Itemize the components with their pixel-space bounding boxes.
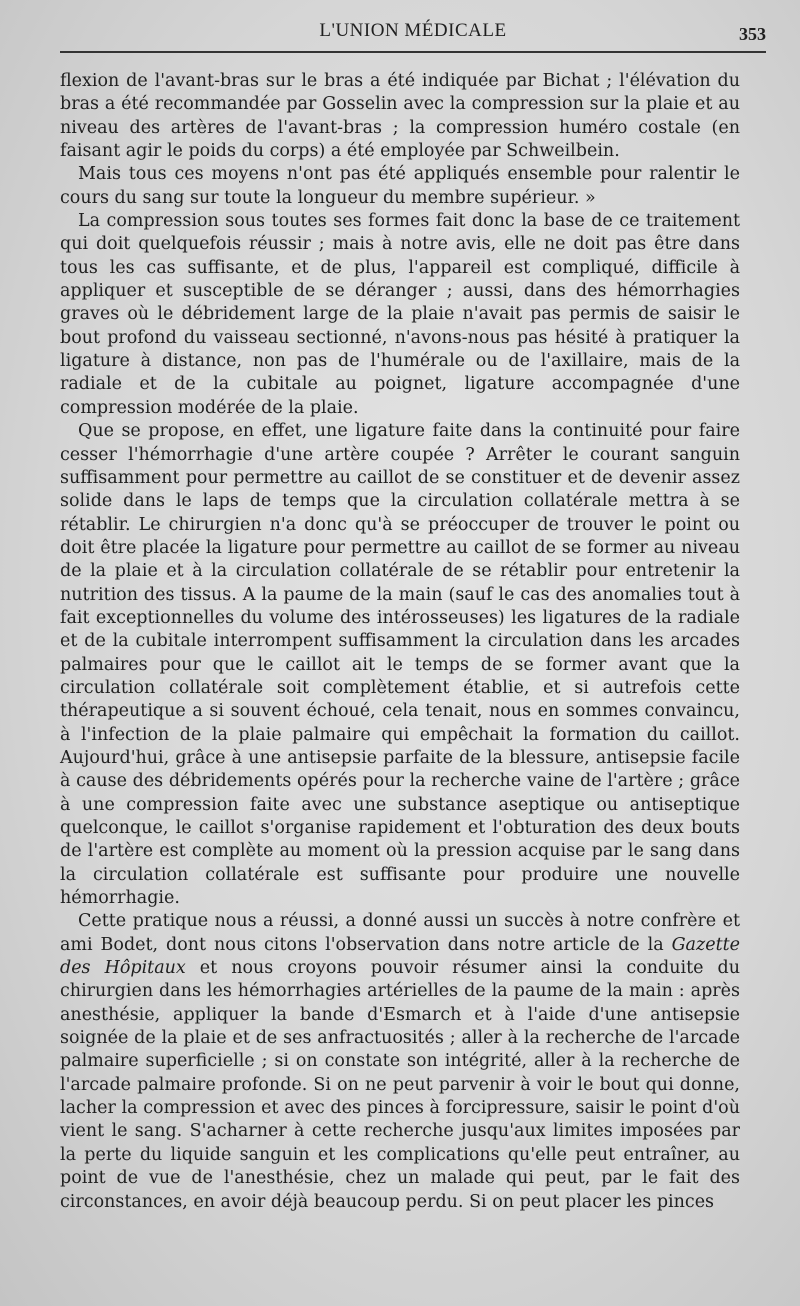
body-text — [60, 70, 740, 1214]
paragraph-4: Que se propose, en effet, une ligature faite dans la continuité pour faire cesser l'hémorrhagie d'une artère coupée ? Arrêter le courant sanguin suffisamment pour permettre au caillot de se constituer et de devenir assez solide dans le laps de temps que la circulation collatérale mettra à se rétablir. Le chirurgien n'a donc qu'à se préoccuper de trouver le point ou doit être placée la ligature pour permettre au caillot de se former au niveau de la plaie et à la circulation collatérale de se rétablir pour entretenir la nutrition des tissus. A la paume de la main (sauf le cas des anomalies tout à fait exceptionnelles du volume des intérosseuses) les ligatures de la radiale et de la cubitale interrompent suffisamment la circulation dans les arcades palmaires pour que le caillot ait le temps de se former avant que la circulation collatérale soit complètement établie, et si autrefois cette thérapeutique a si souvent échoué, cela tenait, nous en sommes convaincu, à l'infection de la plaie palmaire qui empêchait la formation du caillot. Aujourd'hui, grâce à une antisepsie parfaite de la blessure, antisepsie facile à cause des débridements opérés pour la recherche vaine de l'artère ; grâce à une compression faite avec une substance aseptique ou antiseptique quelconque, le caillot s'organise rapidement et l'obturation des deux bouts de l'artère est complète au moment où la pression acquise par le sang dans la circulation collatérale est suffisante pour produire une nouvelle hémorrhagie. — [60, 421, 740, 909]
paragraph-2: Mais tous ces moyens n'ont pas été appliqués ensemble pour ralentir le cours du sang sur toute la longueur du membre supérieur. » — [60, 164, 740, 208]
running-title: L'UNION MÉDICALE — [319, 20, 507, 41]
journal-title: Gazette des Hôpitaux — [60, 934, 740, 979]
paragraph-5-part-2: et nous croyons pouvoir résumer ainsi la conduite du chirurgien dans les hémorrhagies artérielles de la paume de la main : après anesthésie, appliquer la bande d'Esmarch et à l'aide d'une antisepsie soignée de la plaie et de ses anfractuosités ; aller à la recherche de l'arcade palmaire superficielle ; si on constate son intégrité, aller à la recherche de l'arcade palmaire profonde. Si on ne peut parvenir à voir le bout qui donne, lacher la compression et avec des pinces à forcipressure, saisir le point d'où vient le sang. S'acharner à cette recherche jusqu'aux limites imposées par la perte du liquide sanguin et les complications qu'elle peut entraîner, au point de vue de l'anesthésie, chez un malade qui peut, par le fait des circonstances, en avoir déjà beaucoup perdu. Si on peut placer les pinces — [60, 958, 740, 1212]
paragraph-5 — [60, 910, 740, 1213]
paragraph-3: La compression sous toutes ses formes fait donc la base de ce traitement qui doit quelquefois réussir ; mais à notre avis, elle ne doit pas être dans tous les cas suffisante, et de plus, l'appareil est compliqué, difficile à appliquer et susceptible de se déranger ; aussi, dans des hémorrhagies graves où le débridement large de la plaie n'avait pas permis de saisir le bout profond du vaisseau sectionné, n'avons-nous pas hésité à pratiquer la ligature à distance, non pas de l'humérale ou de l'axillaire, mais de la radiale et de la cubitale au poignet, ligature accompagnée d'une compression modérée de la plaie. — [60, 211, 740, 418]
paragraph-5-part-1: Cette pratique nous a réussi, a donné aussi un succès à notre confrère et ami Bodet, dont nous citons l'observation dans notre article de la — [60, 911, 740, 955]
page-number: 353 — [739, 24, 766, 44]
paragraph-1: flexion de l'avant-bras sur le bras a été indiquée par Bichat ; l'élévation du bras a été recommandée par Gosselin avec la compression sur la plaie et au niveau des artères de l'avant-bras ; la compression huméro costale (en faisant agir le poids du corps) a été employée par Schweilbein. — [60, 71, 740, 162]
header-rule — [60, 51, 766, 53]
page-header — [60, 18, 766, 48]
